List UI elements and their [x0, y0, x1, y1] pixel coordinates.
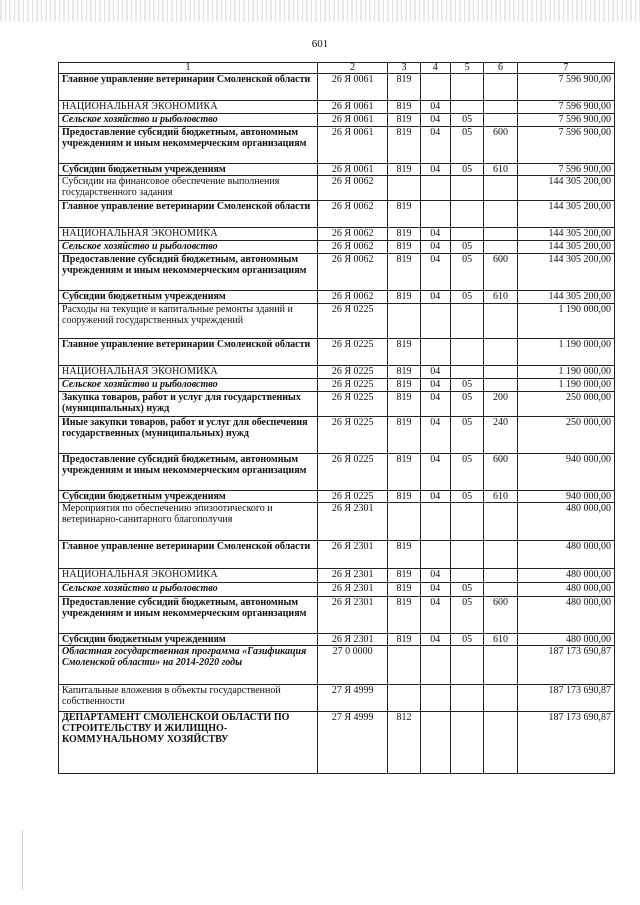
row-section-code: 04	[420, 392, 450, 417]
row-name: Предоставление субсидий бюджетным, автономным учреждениям и иным некоммерческим организациям	[59, 254, 318, 291]
row-expense-type	[484, 228, 517, 241]
row-amount: 187 173 690,87	[517, 712, 614, 774]
scan-edge-mark	[22, 830, 23, 890]
row-amount: 480 000,00	[517, 503, 614, 541]
row-subsection-code: 05	[450, 491, 483, 503]
table-row	[59, 597, 615, 634]
row-target-code: 26 Я 0062	[318, 228, 388, 241]
row-amount: 144 305 200,00	[517, 228, 614, 241]
row-name: НАЦИОНАЛЬНАЯ ЭКОНОМИКА	[59, 101, 318, 114]
row-amount: 250 000,00	[517, 417, 614, 454]
row-name: Капитальные вложения в объекты государственной собственности	[59, 685, 318, 712]
row-name: Главное управление ветеринарии Смоленской области	[59, 541, 318, 569]
row-subsection-code: 05	[450, 583, 483, 597]
row-subsection-code	[450, 74, 483, 101]
row-section-code: 04	[420, 228, 450, 241]
row-amount: 144 305 200,00	[517, 254, 614, 291]
row-expense-type	[484, 201, 517, 228]
row-expense-type	[484, 366, 517, 379]
table-row	[59, 304, 615, 339]
row-amount: 7 596 900,00	[517, 101, 614, 114]
row-subsection-code	[450, 569, 483, 583]
row-amount: 1 190 000,00	[517, 379, 614, 392]
table-row	[59, 339, 615, 366]
row-target-code: 27 Я 4999	[318, 712, 388, 774]
row-admin-code	[388, 685, 420, 712]
row-target-code: 26 Я 0225	[318, 392, 388, 417]
row-subsection-code	[450, 366, 483, 379]
row-name: Иные закупки товаров, работ и услуг для обеспечения государственных (муниципальных) нужд	[59, 417, 318, 454]
row-expense-type	[484, 339, 517, 366]
table-row	[59, 454, 615, 491]
row-amount: 7 596 900,00	[517, 74, 614, 101]
row-name: Субсидии бюджетным учреждениям	[59, 634, 318, 646]
budget-table	[58, 62, 615, 774]
row-subsection-code	[450, 201, 483, 228]
row-expense-type	[484, 503, 517, 541]
table-row	[59, 127, 615, 164]
row-section-code	[420, 503, 450, 541]
row-section-code	[420, 339, 450, 366]
row-subsection-code	[450, 228, 483, 241]
row-section-code	[420, 74, 450, 101]
row-subsection-code	[450, 646, 483, 685]
row-section-code: 04	[420, 254, 450, 291]
header-col-7: 7	[517, 63, 614, 74]
row-section-code	[420, 646, 450, 685]
row-target-code: 27 0 0000	[318, 646, 388, 685]
row-target-code: 26 Я 2301	[318, 569, 388, 583]
row-section-code	[420, 304, 450, 339]
row-name: Главное управление ветеринарии Смоленской области	[59, 339, 318, 366]
row-subsection-code	[450, 541, 483, 569]
row-subsection-code: 05	[450, 379, 483, 392]
row-section-code: 04	[420, 164, 450, 176]
row-expense-type	[484, 176, 517, 201]
table-row	[59, 74, 615, 101]
table-row	[59, 712, 615, 774]
row-admin-code: 819	[388, 366, 420, 379]
row-name: Субсидии бюджетным учреждениям	[59, 164, 318, 176]
row-admin-code	[388, 503, 420, 541]
row-expense-type	[484, 304, 517, 339]
row-admin-code: 819	[388, 228, 420, 241]
row-expense-type	[484, 712, 517, 774]
table-row	[59, 114, 615, 127]
row-admin-code	[388, 646, 420, 685]
row-target-code: 26 Я 0062	[318, 201, 388, 228]
row-amount: 144 305 200,00	[517, 291, 614, 304]
row-expense-type: 600	[484, 254, 517, 291]
row-subsection-code	[450, 685, 483, 712]
table-row	[59, 101, 615, 114]
row-admin-code: 819	[388, 291, 420, 304]
row-expense-type	[484, 101, 517, 114]
row-subsection-code: 05	[450, 114, 483, 127]
row-subsection-code	[450, 176, 483, 201]
row-expense-type: 240	[484, 417, 517, 454]
table-row	[59, 201, 615, 228]
row-target-code: 26 Я 0225	[318, 379, 388, 392]
row-section-code: 04	[420, 583, 450, 597]
row-name: НАЦИОНАЛЬНАЯ ЭКОНОМИКА	[59, 366, 318, 379]
row-target-code: 26 Я 0061	[318, 74, 388, 101]
row-admin-code: 819	[388, 597, 420, 634]
row-amount: 1 190 000,00	[517, 304, 614, 339]
row-amount: 940 000,00	[517, 491, 614, 503]
row-target-code: 26 Я 0225	[318, 417, 388, 454]
row-name: Сельское хозяйство и рыболовство	[59, 379, 318, 392]
header-col-5: 5	[450, 63, 483, 74]
row-subsection-code: 05	[450, 164, 483, 176]
row-amount: 250 000,00	[517, 392, 614, 417]
table-row	[59, 569, 615, 583]
row-admin-code: 819	[388, 569, 420, 583]
row-admin-code: 819	[388, 491, 420, 503]
table-row	[59, 685, 615, 712]
row-expense-type: 610	[484, 634, 517, 646]
row-subsection-code	[450, 304, 483, 339]
row-admin-code: 819	[388, 541, 420, 569]
row-section-code	[420, 201, 450, 228]
row-expense-type: 600	[484, 597, 517, 634]
row-admin-code: 819	[388, 339, 420, 366]
row-section-code: 04	[420, 417, 450, 454]
row-target-code: 26 Я 0062	[318, 241, 388, 254]
row-expense-type: 610	[484, 164, 517, 176]
row-expense-type: 610	[484, 491, 517, 503]
row-section-code: 04	[420, 366, 450, 379]
row-amount: 480 000,00	[517, 541, 614, 569]
row-section-code: 04	[420, 569, 450, 583]
row-expense-type: 600	[484, 454, 517, 491]
row-section-code: 04	[420, 291, 450, 304]
row-admin-code: 819	[388, 417, 420, 454]
table-row	[59, 503, 615, 541]
row-admin-code: 819	[388, 164, 420, 176]
row-expense-type	[484, 74, 517, 101]
row-target-code: 26 Я 0061	[318, 101, 388, 114]
row-name: Мероприятия по обеспечению эпизоотического и ветеринарно-санитарного благополучия	[59, 503, 318, 541]
row-expense-type	[484, 241, 517, 254]
row-amount: 1 190 000,00	[517, 366, 614, 379]
row-amount: 480 000,00	[517, 583, 614, 597]
row-admin-code: 819	[388, 254, 420, 291]
row-target-code: 26 Я 0225	[318, 304, 388, 339]
budget-table-body	[59, 63, 615, 774]
row-subsection-code	[450, 339, 483, 366]
row-amount: 480 000,00	[517, 597, 614, 634]
row-target-code: 26 Я 0062	[318, 291, 388, 304]
row-subsection-code: 05	[450, 634, 483, 646]
table-row	[59, 634, 615, 646]
row-expense-type: 600	[484, 127, 517, 164]
row-subsection-code	[450, 712, 483, 774]
row-expense-type	[484, 114, 517, 127]
row-section-code: 04	[420, 241, 450, 254]
row-target-code: 26 Я 2301	[318, 597, 388, 634]
row-name: Сельское хозяйство и рыболовство	[59, 241, 318, 254]
row-section-code	[420, 712, 450, 774]
row-section-code: 04	[420, 634, 450, 646]
row-admin-code	[388, 304, 420, 339]
row-admin-code: 819	[388, 101, 420, 114]
header-row	[59, 63, 615, 74]
row-admin-code: 819	[388, 74, 420, 101]
table-row	[59, 583, 615, 597]
row-expense-type: 200	[484, 392, 517, 417]
table-row	[59, 164, 615, 176]
row-subsection-code: 05	[450, 127, 483, 164]
row-expense-type	[484, 379, 517, 392]
row-expense-type	[484, 583, 517, 597]
table-row	[59, 417, 615, 454]
row-admin-code: 819	[388, 241, 420, 254]
row-admin-code: 812	[388, 712, 420, 774]
row-target-code: 26 Я 0225	[318, 454, 388, 491]
table-row	[59, 646, 615, 685]
row-name: Субсидии бюджетным учреждениям	[59, 491, 318, 503]
row-name: Расходы на текущие и капитальные ремонты зданий и сооружений государственных учреждений	[59, 304, 318, 339]
row-subsection-code: 05	[450, 454, 483, 491]
row-name: Субсидии на финансовое обеспечение выполнения государственного задания	[59, 176, 318, 201]
row-name: Областная государственная программа «Газификация Смоленской области» на 2014-2020 годы	[59, 646, 318, 685]
row-amount: 1 190 000,00	[517, 339, 614, 366]
row-admin-code	[388, 176, 420, 201]
row-target-code: 26 Я 0061	[318, 114, 388, 127]
row-name: Предоставление субсидий бюджетным, автономным учреждениям и иным некоммерческим организациям	[59, 454, 318, 491]
row-amount: 480 000,00	[517, 634, 614, 646]
row-target-code: 26 Я 0062	[318, 254, 388, 291]
row-admin-code: 819	[388, 201, 420, 228]
row-target-code: 26 Я 2301	[318, 503, 388, 541]
row-section-code: 04	[420, 127, 450, 164]
header-col-4: 4	[420, 63, 450, 74]
row-name: Главное управление ветеринарии Смоленской области	[59, 74, 318, 101]
row-amount: 187 173 690,87	[517, 685, 614, 712]
row-target-code: 26 Я 0062	[318, 176, 388, 201]
row-amount: 480 000,00	[517, 569, 614, 583]
row-subsection-code	[450, 503, 483, 541]
header-col-6: 6	[484, 63, 517, 74]
row-amount: 144 305 200,00	[517, 241, 614, 254]
table-row	[59, 176, 615, 201]
row-section-code: 04	[420, 114, 450, 127]
row-section-code: 04	[420, 379, 450, 392]
row-target-code: 26 Я 0225	[318, 491, 388, 503]
row-section-code: 04	[420, 101, 450, 114]
row-amount: 940 000,00	[517, 454, 614, 491]
row-section-code: 04	[420, 454, 450, 491]
row-section-code	[420, 541, 450, 569]
row-section-code: 04	[420, 597, 450, 634]
table-row	[59, 241, 615, 254]
row-amount: 7 596 900,00	[517, 127, 614, 164]
row-subsection-code: 05	[450, 417, 483, 454]
row-section-code: 04	[420, 491, 450, 503]
row-expense-type	[484, 541, 517, 569]
row-expense-type	[484, 685, 517, 712]
row-target-code: 26 Я 0061	[318, 164, 388, 176]
row-subsection-code: 05	[450, 392, 483, 417]
table-row	[59, 541, 615, 569]
row-amount: 144 305 200,00	[517, 201, 614, 228]
page-number: 601	[311, 38, 329, 50]
table-row	[59, 291, 615, 304]
row-target-code: 27 Я 4999	[318, 685, 388, 712]
row-subsection-code	[450, 101, 483, 114]
header-col-3: 3	[388, 63, 420, 74]
row-expense-type	[484, 569, 517, 583]
row-subsection-code: 05	[450, 597, 483, 634]
row-name: НАЦИОНАЛЬНАЯ ЭКОНОМИКА	[59, 569, 318, 583]
row-admin-code: 819	[388, 583, 420, 597]
header-col-1: 1	[59, 63, 318, 74]
row-subsection-code: 05	[450, 241, 483, 254]
row-subsection-code: 05	[450, 291, 483, 304]
row-admin-code: 819	[388, 392, 420, 417]
row-section-code	[420, 176, 450, 201]
table-row	[59, 366, 615, 379]
row-subsection-code: 05	[450, 254, 483, 291]
row-target-code: 26 Я 2301	[318, 583, 388, 597]
row-admin-code: 819	[388, 454, 420, 491]
row-name: Главное управление ветеринарии Смоленской области	[59, 201, 318, 228]
row-admin-code: 819	[388, 127, 420, 164]
row-section-code	[420, 685, 450, 712]
table-row	[59, 228, 615, 241]
table-row	[59, 491, 615, 503]
row-target-code: 26 Я 2301	[318, 634, 388, 646]
row-target-code: 26 Я 0061	[318, 127, 388, 164]
table-row	[59, 379, 615, 392]
row-expense-type	[484, 646, 517, 685]
row-expense-type: 610	[484, 291, 517, 304]
row-target-code: 26 Я 0225	[318, 339, 388, 366]
header-col-2: 2	[318, 63, 388, 74]
table-row	[59, 392, 615, 417]
row-name: Субсидии бюджетным учреждениям	[59, 291, 318, 304]
row-name: Предоставление субсидий бюджетным, автономным учреждениям и иным некоммерческим организациям	[59, 127, 318, 164]
row-name: Закупка товаров, работ и услуг для государственных (муниципальных) нужд	[59, 392, 318, 417]
row-name: Предоставление субсидий бюджетным, автономным учреждениям и иным некоммерческим организациям	[59, 597, 318, 634]
row-admin-code: 819	[388, 379, 420, 392]
row-amount: 7 596 900,00	[517, 164, 614, 176]
row-admin-code: 819	[388, 114, 420, 127]
row-name: НАЦИОНАЛЬНАЯ ЭКОНОМИКА	[59, 228, 318, 241]
row-name: ДЕПАРТАМЕНТ СМОЛЕНСКОЙ ОБЛАСТИ ПО СТРОИТЕЛЬСТВУ И ЖИЛИЩНО-КОММУНАЛЬНОМУ ХОЗЯЙСТВУ	[59, 712, 318, 774]
row-amount: 144 305 200,00	[517, 176, 614, 201]
table-row	[59, 254, 615, 291]
row-target-code: 26 Я 0225	[318, 366, 388, 379]
row-admin-code: 819	[388, 634, 420, 646]
row-name: Сельское хозяйство и рыболовство	[59, 583, 318, 597]
row-amount: 7 596 900,00	[517, 114, 614, 127]
row-name: Сельское хозяйство и рыболовство	[59, 114, 318, 127]
scan-noise-strip	[0, 0, 640, 22]
row-target-code: 26 Я 2301	[318, 541, 388, 569]
row-amount: 187 173 690,87	[517, 646, 614, 685]
